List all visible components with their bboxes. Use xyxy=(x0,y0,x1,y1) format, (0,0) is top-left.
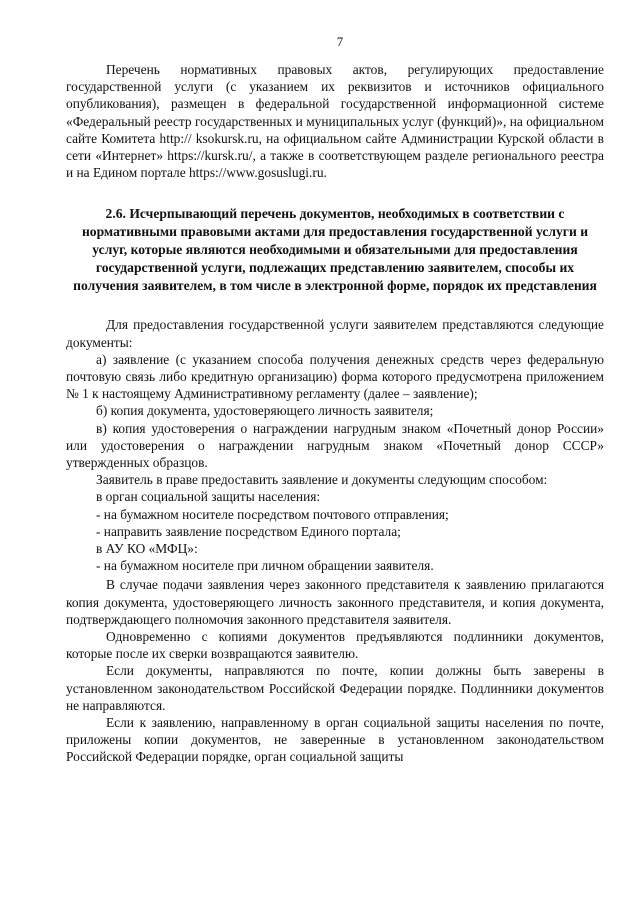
document-item-v: в) копия удостоверения о награждении нагрудным знаком «Почетный донор России» или удостоверения о награждении нагрудным знаком «Почетный донор СССР» утвержденных образцов. xyxy=(66,420,604,471)
mfc-paper-option: - на бумажном носителе при личном обращении заявителя. xyxy=(96,558,434,574)
document-item-a: а) заявление (с указанием способа получения денежных средств через федеральную почтовую связь либо кредитную организацию) форма которого предусмотрена приложением № 1 к настоящему Административному регламенту (далее – заявление); xyxy=(66,351,604,402)
unverified-copies-paragraph: Если к заявлению, направленному в орган социальной защиты населения по почте, приложены копии документов, не заверенные в установленном законодательством Российской Федерации порядке, орган социальной защиты xyxy=(66,715,604,765)
by-mail-paragraph: Если документы, направляются по почте, копии должны быть заверены в установленном законодательством Российской Федерации порядке. Подлинники документов не направляются. xyxy=(66,663,604,713)
social-portal-option: - направить заявление посредством Единого портала; xyxy=(96,523,401,539)
originals-paragraph: Одновременно с копиями документов предъявляются подлинники документов, которые после их сверки возвращаются заявителю. xyxy=(66,629,604,662)
section-heading: 2.6. Исчерпывающий перечень документов, необходимых в соответствии с нормативными правовыми актами для предоставления государственной услуги и услуг, которые являются необходимыми и обязательными для предоставления государственной услуги, подлежащих представлению заявителем, способы их получения заявителем, в том числе в электронной форме, порядок их представления xyxy=(73,206,597,293)
social-mail-option: - на бумажном носителе посредством почтового отправления; xyxy=(96,506,449,522)
documents-intro: Для предоставления государственной услуги заявителем представляются следующие документы: xyxy=(66,317,604,350)
social-protection-heading: в орган социальной защиты населения: xyxy=(96,489,321,505)
intro-paragraph: Перечень нормативных правовых актов, регулирующих предоставление государственной услуги (с указанием их реквизитов и источников официального опубликования), размещен в федеральной государственной информационной системе «Федеральный реестр государственных и муниципальных услуг (функций)», на официальном сайте Комитета http:// ksokursk.ru, на официальном сайте Администрации Курской области в сети «Интернет» https://kursk.ru/, а также в соответствующем разделе регионального реестра и на Едином портале https://www.gosuslugi.ru. xyxy=(66,62,604,181)
representative-paragraph: В случае подачи заявления через законного представителя к заявлению прилагаются копия документа, удостоверяющего личность законного представителя, и копия документа, подтверждающего полномочия законного представителя заявителя. xyxy=(66,577,604,627)
document-item-b: б) копия документа, удостоверяющего личность заявителя; xyxy=(96,403,434,419)
mfc-heading: в АУ КО «МФЦ»: xyxy=(96,541,198,557)
submission-intro: Заявитель в праве предоставить заявление и документы следующим способом: xyxy=(96,472,548,488)
page-number: 7 xyxy=(336,34,344,49)
